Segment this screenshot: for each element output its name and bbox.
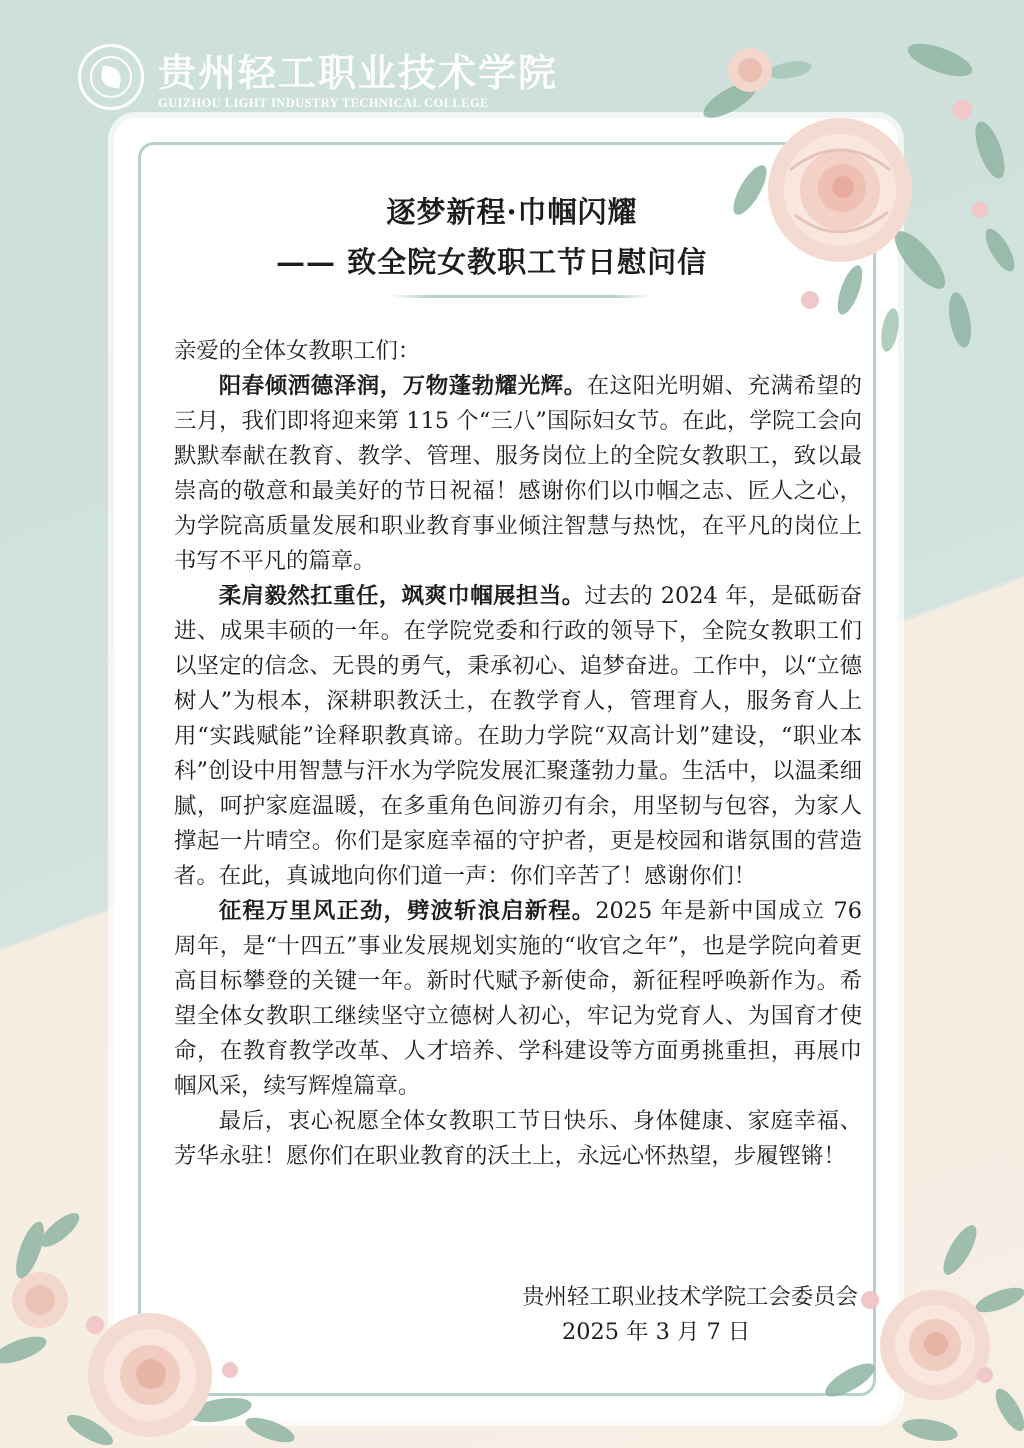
- paragraph-2-lead: 柔肩毅然扛重任，飒爽巾帼展担当。: [218, 583, 585, 609]
- paragraph-1-lead: 阳春倾洒德泽润，万物蓬勃耀光辉。: [218, 373, 587, 399]
- paragraph-3: [174, 894, 862, 1104]
- paragraph-2: [174, 579, 862, 894]
- paragraph-1-text: 在这阳光明媚、充满希望的三月，我们即将迎来第 115 个“三八”国际妇女节。在此，学院工会向默默奉献在教育、教学、管理、服务岗位上的全院女教职工，致以最崇高的敬意和最美好的节日祝福！感谢你们以巾帼之志、匠人之心，为学院高质量发展和职业教育事业倾注智慧与热忱，在平凡的岗位上书写不平凡的篇章。: [174, 373, 863, 574]
- greeting: 亲爱的全体女教职工们：: [174, 338, 421, 364]
- paragraph-2-text: 过去的 2024 年，是砥砺奋进、成果丰硕的一年。在学院党委和行政的领导下，全院女教职工们以坚定的信念、无畏的勇气，秉承初心、追梦奋进。工作中，以“立德树人”为根本，深耕职教沃土，在教学育人，管理育人，服务育人上用“实践赋能”诠释职教真谛。在助力学院“双高计划”建设，“职业本科”创设中用智慧与汗水为学院发展汇聚蓬勃力量。生活中，以温柔细腻，呵护家庭温暖，在多重角色间游刃有余，用坚韧与包容，为家人撑起一片晴空。你们是家庭幸福的守护者，更是校园和谐氛围的营造者。在此，真诚地向你们道一声：你们辛苦了！感谢你们！: [174, 583, 863, 889]
- rose-bouquet-bottom-right: [810, 1220, 1024, 1448]
- college-logo: [78, 36, 559, 114]
- paragraph-3-lead: 征程万里风正劲，劈波斩浪启新程。: [218, 898, 596, 924]
- letter-title: 逐梦新程·巾帼闪耀: [386, 195, 638, 229]
- letter-date: 2025 年 3 月 7 日: [562, 1319, 751, 1345]
- letter-body: [174, 334, 862, 1174]
- rose-bouquet-bottom-left: [0, 1210, 300, 1448]
- college-seal-icon: [78, 44, 144, 110]
- college-name-en: GUIZHOU LIGHT INDUSTRY TECHNICAL COLLEGE: [158, 96, 489, 110]
- paragraph-1: [174, 369, 862, 579]
- paragraph-3-text: 2025 年是新中国成立 76 周年，是“十四五”事业发展规划实施的“收官之年”，也是学院向着更高目标攀登的关键一年。新时代赋予新使命，新征程呼唤新作为。希望全体女教职工继续坚守立德树人初心，牢记为党育人、为国育才使命，在教育教学改革、人才培养、学科建设等方面勇挑重担，再展巾帼风采，续写辉煌篇章。: [174, 898, 862, 1099]
- signature: 贵州轻工职业技术学院工会委员会: [522, 1284, 858, 1310]
- title-divider: [390, 295, 652, 298]
- college-name-cn: 贵州轻工职业技术学院: [158, 50, 559, 95]
- letter-subtitle: —— 致全院女教职工节日慰问信: [276, 245, 708, 279]
- paragraph-4: 最后，衷心祝愿全体女教职工节日快乐、身体健康、家庭幸福、芳华永驻！愿你们在职业教育的沃土上，永远心怀热望，步履铿锵！: [174, 1108, 862, 1169]
